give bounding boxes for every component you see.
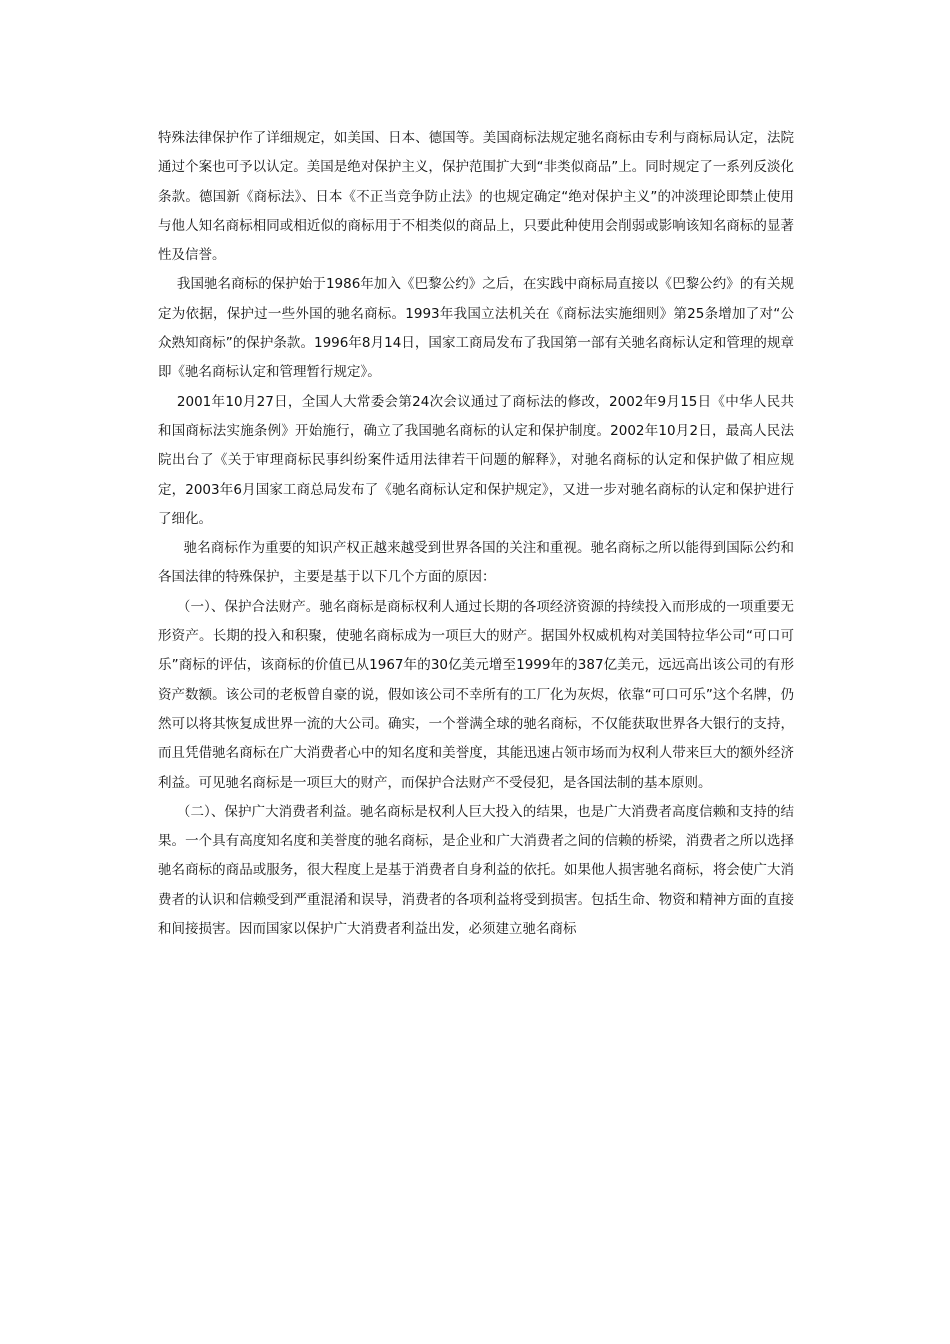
paragraph-reason-property: （一）、保护合法财产。驰名商标是商标权利人通过长期的各项经济资源的持续投入而形成的一项重要无形资产。长期的投入和积聚，使驰名商标成为一项巨大的财产。据国外权威机构对美国特拉华公司“可口可乐”商标的评估，该商标的价值已从1967年的30亿美元增至1999年的387亿美元，远远高出该公司的有形资产数额。该公司的老板曾自豪的说，假如该公司不幸所有的工厂化为灰烬，依靠“可口可乐”这个名牌，仍然可以将其恢复成世界一流的大公司。确实，一个誉满全球的驰名商标，不仅能获取世界各大银行的支持，而且凭借驰名商标在广大消费者心中的知名度和美誉度，其能迅速占领市场而为权利人带来巨大的额外经济利益。可见驰名商标是一项巨大的财产，而保护合法财产不受侵犯，是各国法制的基本原则。 bbox=[158, 598, 794, 791]
paragraph-protection-reasons: 驰名商标作为重要的知识产权正越来越受到世界各国的关注和重视。驰名商标之所以能得到国际公约和各国法律的特殊保护，主要是基于以下几个方面的原因： bbox=[158, 540, 794, 586]
paragraph-china-history: 我国驰名商标的保护始于1986年加入《巴黎公约》之后，在实践中商标局直接以《巴黎公约》的有关规定为依据，保护过一些外国的驰名商标。1993年我国立法机关在《商标法实施细则》第25条增加了对“公众熟知商标”的保护条款。1996年8月14日，国家工商局发布了我国第一部有关驰名商标认定和管理的规章即《驰名商标认定和管理暂行规定》。 bbox=[158, 276, 794, 381]
paragraph-trademark-law-revision: 2001年10月27日，全国人大常委会第24次会议通过了商标法的修改，2002年9月15日《中华人民共和国商标法实施条例》开始施行，确立了我国驰名商标的认定和保护制度。2002年10月2日，最高人民法院出台了《关于审理商标民事纠纷案件适用法律若干问题的解释》，对驰名商标的认定和保护做了相应规定，2003年6月国家工商总局发布了《驰名商标认定和保护规定》，又进一步对驰名商标的认定和保护进行了细化。 bbox=[158, 393, 794, 527]
document-body bbox=[158, 124, 794, 944]
paragraph-foreign-protection: 特殊法律保护作了详细规定，如美国、日本、德国等。美国商标法规定驰名商标由专利与商标局认定，法院通过个案也可予以认定。美国是绝对保护主义，保护范围扩大到“非类似商品”上。同时规定了一系列反淡化条款。德国新《商标法》、日本《不正当竞争防止法》的也规定确定“绝对保护主义”的冲淡理论即禁止使用与他人知名商标相同或相近似的商标用于不相类似的商品上，只要此种使用会削弱或影响该知名商标的显著性及信誉。 bbox=[158, 130, 794, 264]
paragraph-reason-consumers: （二）、保护广大消费者利益。驰名商标是权利人巨大投入的结果，也是广大消费者高度信赖和支持的结果。一个具有高度知名度和美誉度的驰名商标，是企业和广大消费者之间的信赖的桥梁，消费者之所以选择驰名商标的商品或服务，很大程度上是基于消费者自身利益的依托。如果他人损害驰名商标，将会使广大消费者的认识和信赖受到严重混淆和误导，消费者的各项利益将受到损害。包括生命、物资和精神方面的直接和间接损害。因而国家以保护广大消费者利益出发，必须建立驰名商标 bbox=[158, 803, 794, 938]
